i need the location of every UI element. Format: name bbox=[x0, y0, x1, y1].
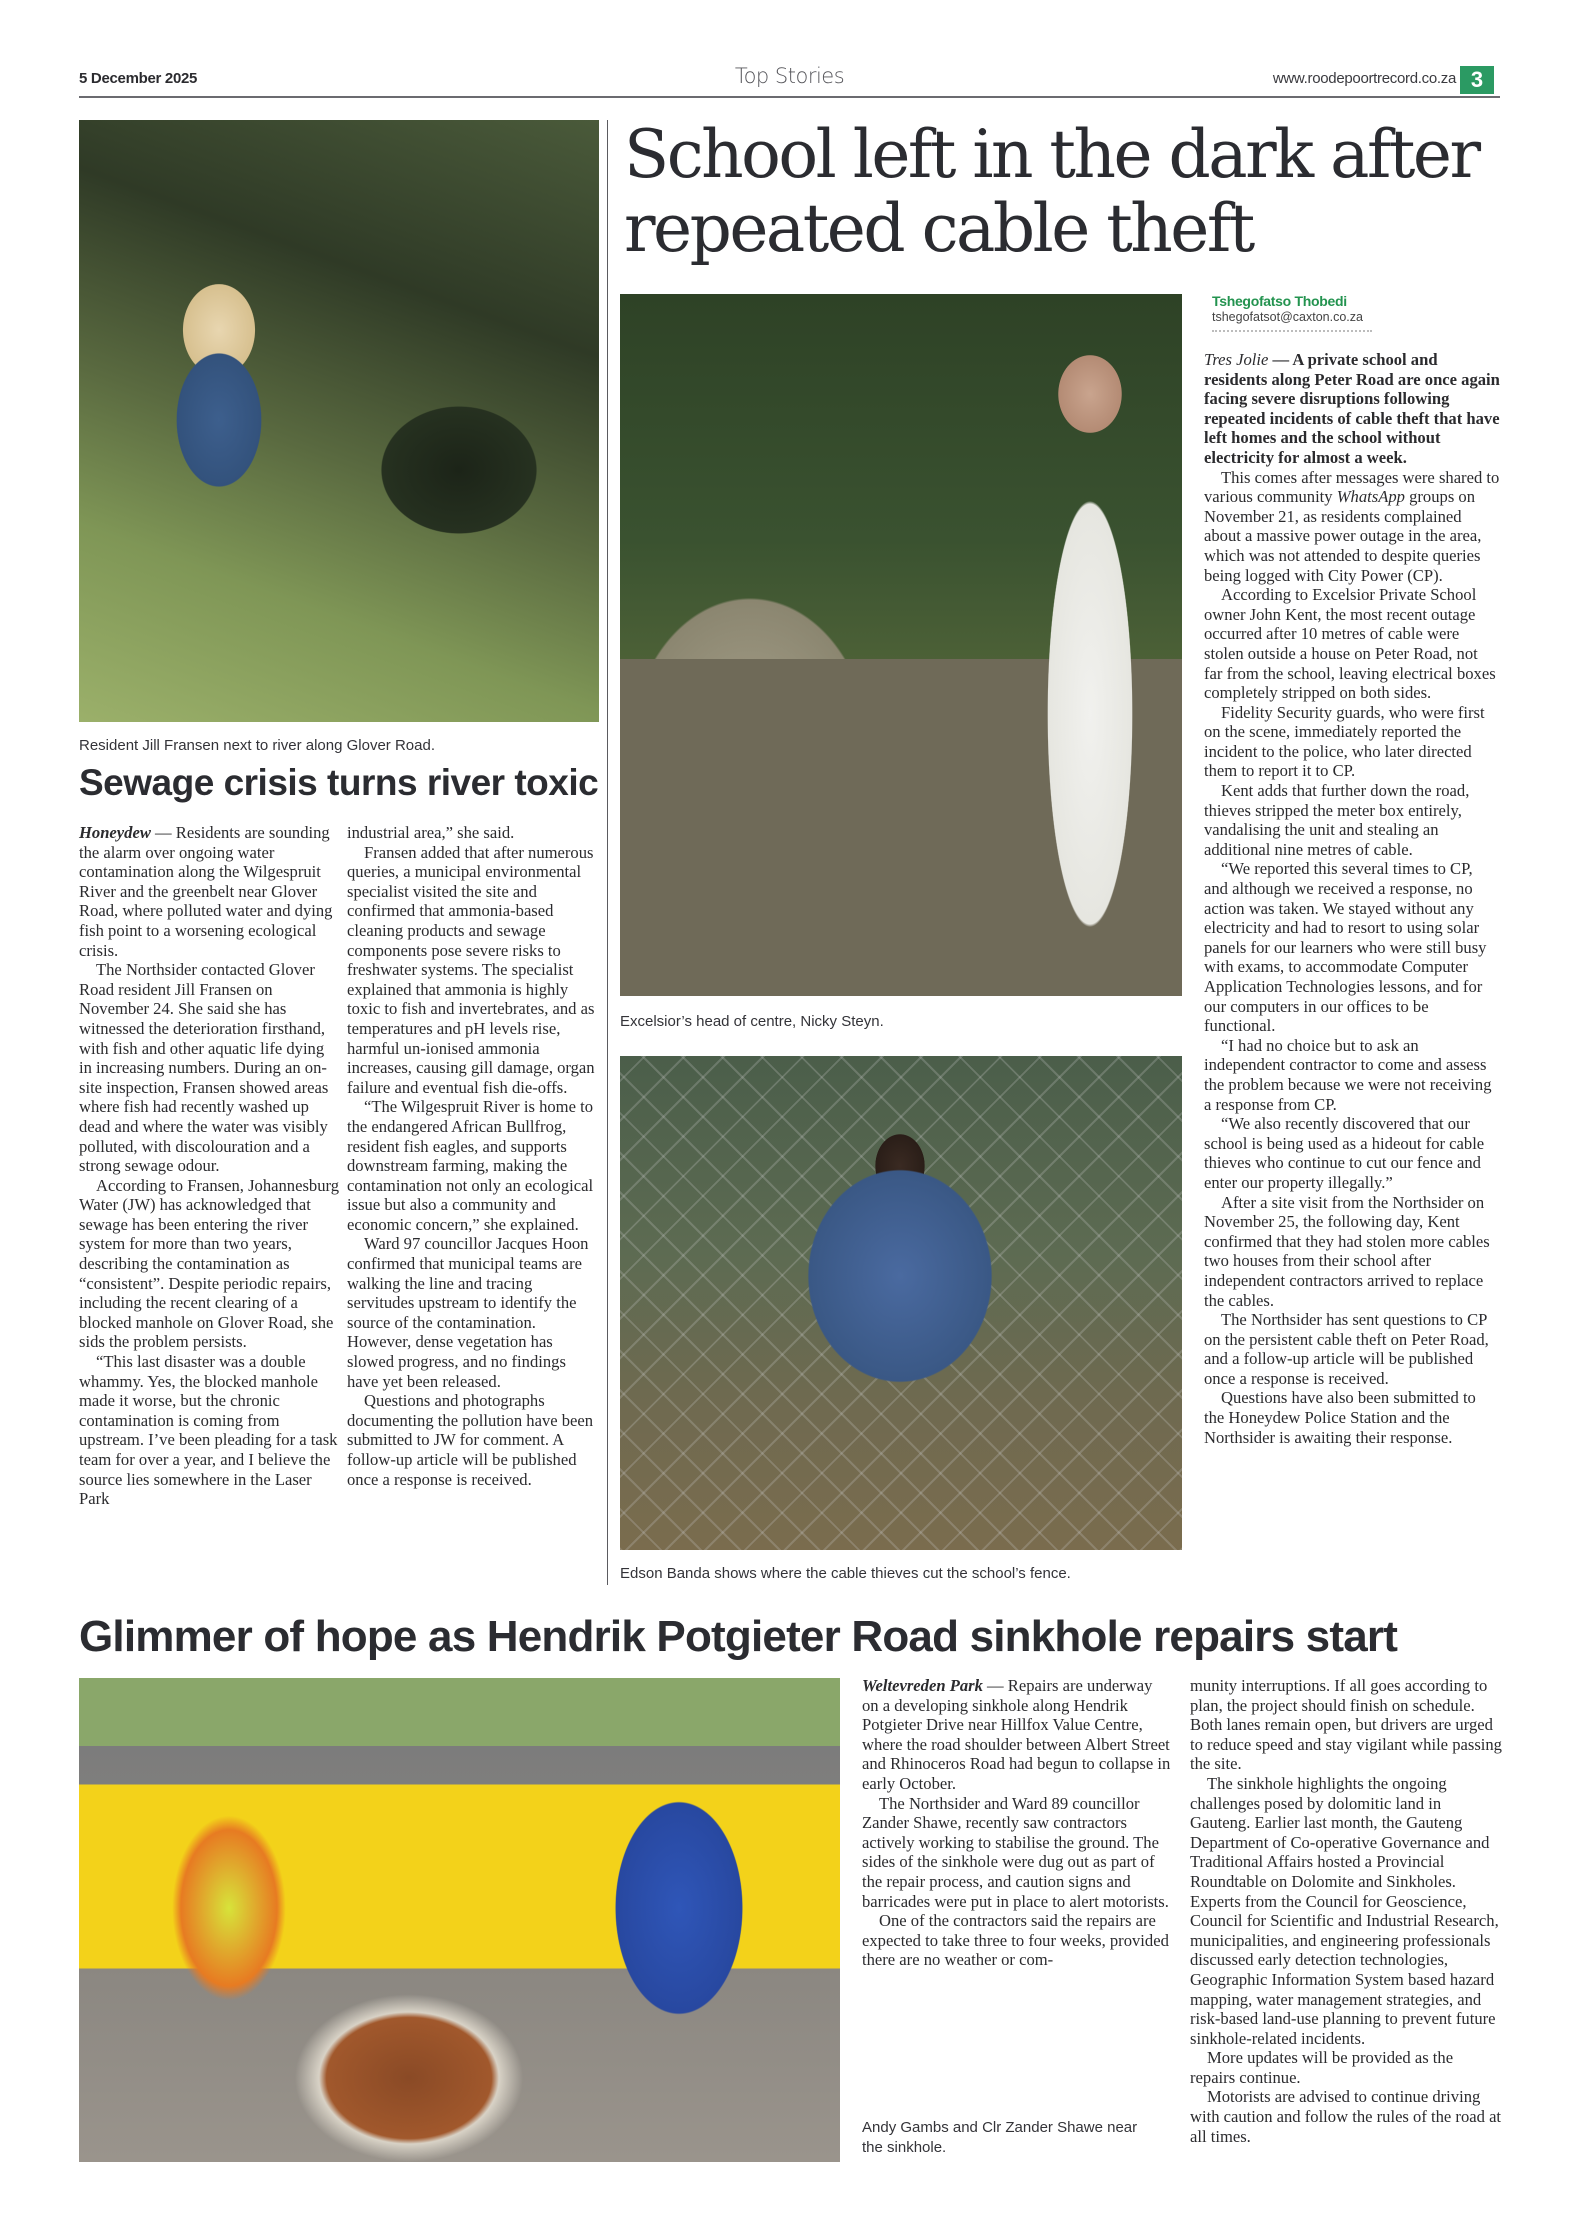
photo-caption-sinkhole: Andy Gambs and Clr Zander Shawe near the sinkhole. bbox=[862, 2119, 1138, 2156]
byline bbox=[1212, 293, 1502, 332]
section-title: Top Stories bbox=[734, 64, 845, 88]
photo-jill-fransen-river bbox=[79, 120, 599, 722]
sewage-paragraph: Ward 97 councillor Jacques Hoon confirmed that municipal teams are walking the line and tracing servitudes upstream to identify the source of the contamination. However, dense vegetation has slowed progress, and no findings have yet been released. bbox=[347, 1234, 589, 1391]
school-paragraph: “We also recently discovered that our school is being used as a hideout for cable thieves who continue to cut our fence and enter our property illegally.” bbox=[1204, 1114, 1485, 1192]
byline-divider bbox=[1212, 330, 1372, 332]
sewage-column-1 bbox=[79, 823, 341, 1509]
photo-edson-banda bbox=[620, 1056, 1182, 1550]
sinkhole-column-1 bbox=[862, 1676, 1172, 1970]
sinkhole-column-2 bbox=[1190, 1676, 1502, 2146]
dateline: Honeydew bbox=[79, 823, 151, 842]
sewage-paragraph: Questions and photographs documenting the pollution have been submitted to JW for comment. A follow-up article will be published once a response is received. bbox=[347, 1391, 594, 1489]
page-header bbox=[79, 62, 1500, 98]
school-paragraph: Questions have also been submitted to the Honeydew Police Station and the Northsider is awaiting their response. bbox=[1204, 1388, 1476, 1447]
school-column bbox=[1204, 350, 1500, 1447]
website-link[interactable]: www.roodepoortrecord.co.za bbox=[1272, 70, 1456, 87]
sewage-paragraph: The Northsider contacted Glover Road resident Jill Fransen on November 24. She said she has witnessed the deterioration firsthand, with fish and other aquatic life dying in increasing numbers. During an on-site inspection, Fransen showed areas where fish had recently washed up dead and where the water was visibly polluted, with discolouration and a strong sewage odour. bbox=[79, 960, 329, 1176]
sinkhole-paragraph: The sinkhole highlights the ongoing challenges posed by dolomitic land in Gauteng. Earlier last month, the Gauteng Department of Co-operative Governance and Traditional Affairs hosted a Provincial Roundtable on Dolomite and Sinkholes. Experts from the Council for Geoscience, Council for Scientific and Industrial Research, municipalities, and engineering professionals discussed early detection technologies, Geographic Information System based hazard mapping, water management strategies, and risk-based land-use planning to prevent future sinkhole-related incidents. bbox=[1190, 1773, 1499, 2048]
sinkhole-paragraph: munity interruptions. If all goes according to plan, the project should finish on schedule. Both lanes remain open, but drivers are urged to reduce speed and stay vigilant while passing the site. bbox=[1190, 1676, 1502, 1774]
sewage-paragraph: According to Fransen, Johannesburg Water (JW) has acknowledged that sewage has been entering the river system for more than two years, describing the contamination as “consistent”. Despite periodic repairs, including the recent clearing of a blocked manhole on Glover Road, she sids the problem persists. bbox=[79, 1175, 340, 1352]
sewage-paragraph: “This last disaster was a double whammy. Yes, the blocked manhole made it worse, but the chronic contamination is coming from upstream. I’ve been pleading for a task team for over a year, and I believe the source lies somewhere in the Laser Park bbox=[79, 1352, 338, 1509]
headline-school: School left in the dark after repeated cable theft bbox=[624, 116, 1479, 267]
photo-caption-river: Resident Jill Fransen next to river along Glover Road. bbox=[79, 737, 436, 754]
school-paragraph: “I had no choice but to ask an independent contractor to come and assess the problem because we were not receiving a response from CP. bbox=[1204, 1035, 1492, 1114]
author-name: Tshegofatso Thobedi bbox=[1212, 293, 1347, 309]
column-divider bbox=[607, 120, 608, 1585]
photo-caption-edson: Edson Banda shows where the cable thieves cut the school’s fence. bbox=[620, 1565, 1071, 1582]
school-paragraph: Kent adds that further down the road, thieves stripped the meter box entirely, vandalising the unit and stealing an additional nine metres of cable. bbox=[1204, 781, 1470, 859]
issue-date: 5 December 2025 bbox=[79, 70, 198, 87]
dateline: Weltevreden Park bbox=[862, 1676, 983, 1695]
sewage-paragraph: Fransen added that after numerous queries, a municipal environmental specialist visited the site and confirmed that ammonia-based cleaning products and sewage components pose severe risks to freshwater systems. The specialist explained that ammonia is highly toxic to fish and invertebrates, and as temperatures and pH levels rise, harmful un-ionised ammonia increases, causing gill damage, organ failure and eventual fish die-offs. bbox=[347, 842, 595, 1097]
photo-nicky-steyn bbox=[620, 294, 1182, 996]
sinkhole-paragraph: The Northsider and Ward 89 councillor Zander Shawe, recently saw contractors actively working to stabilise the ground. The sides of the sinkhole were dug out as part of the repair process, and caution signs and barricades were put in place to alert motorists. bbox=[862, 1793, 1169, 1911]
sinkhole-paragraph: Motorists are advised to continue driving with caution and follow the rules of the road at all times. bbox=[1190, 2087, 1502, 2146]
photo-sinkhole bbox=[79, 1678, 840, 2162]
sinkhole-paragraph: Weltevreden Park — Repairs are underway on a developing sinkhole along Hendrik Potgieter Drive near Hillfox Value Centre, where the road shoulder between Albert Street and Rhinoceros Road had begun to collapse in early October. bbox=[862, 1676, 1171, 1793]
author-email[interactable]: tshegofatsot@caxton.co.za bbox=[1212, 310, 1363, 324]
school-lead-paragraph: Tres Jolie — A private school and residents along Peter Road are once again facing severe disruptions following repeated incidents of cable theft that have left homes and the school without electricity for almost a week. bbox=[1204, 350, 1500, 467]
sewage-paragraph: Honeydew — Residents are sounding the alarm over ongoing water contamination along the Wilgespruit River and the greenbelt near Glover Road, where polluted water and dying fish point to a worsening ecological crisis. bbox=[79, 823, 333, 960]
school-paragraph: Fidelity Security guards, who were first on the scene, immediately reported the incident to the police, who later directed them to report it to CP. bbox=[1204, 702, 1485, 781]
sinkhole-paragraph: One of the contractors said the repairs are expected to take three to four weeks, provided there are no weather or com- bbox=[862, 1911, 1169, 1970]
school-paragraph: The Northsider has sent questions to CP on the persistent cable theft on Peter Road, and a follow-up article will be published once a response is received. bbox=[1204, 1310, 1489, 1388]
dateline: Tres Jolie bbox=[1204, 350, 1269, 369]
headline-sinkhole: Glimmer of hope as Hendrik Potgieter Road sinkhole repairs start bbox=[79, 1612, 1398, 1661]
school-paragraph: “We reported this several times to CP, and although we received a response, no action was taken. We stayed without any electricity and had to resort to using solar panels for our learners who were still busy with exams, to accommodate Computer Application Technologies lessons, and for our computers in our offices to be functional. bbox=[1204, 859, 1487, 1036]
sewage-column-2 bbox=[347, 823, 601, 1489]
headline-sewage: Sewage crisis turns river toxic bbox=[79, 762, 599, 803]
school-paragraph: This comes after messages were shared to various community WhatsApp groups on November 21, as residents complained about a massive power outage in the area, which was not attended to despite queries being logged with City Power (CP). bbox=[1204, 467, 1500, 585]
school-paragraph: After a site visit from the Northsider on November 25, the following day, Kent confirmed that they had stolen more cables two houses from their school after independent contractors arrived to replace the cables. bbox=[1204, 1192, 1490, 1310]
school-paragraph: According to Excelsior Private School owner John Kent, the most recent outage occurred after 10 metres of cable were stolen outside a house on Peter Road, not far from the school, leaving electrical boxes completely stripped on both sides. bbox=[1204, 585, 1496, 703]
photo-caption-nicky: Excelsior’s head of centre, Nicky Steyn. bbox=[620, 1013, 884, 1030]
sinkhole-paragraph: More updates will be provided as the repairs continue. bbox=[1190, 2048, 1454, 2087]
sewage-paragraph: “The Wilgespruit River is home to the endangered African Bullfrog, resident fish eagles, and supports downstream farming, making the contamination not only an ecological issue but also a community and economic concern,” she explained. bbox=[347, 1097, 594, 1234]
page-number-badge: 3 bbox=[1460, 66, 1494, 94]
sewage-paragraph: industrial area,” she said. bbox=[347, 823, 515, 842]
